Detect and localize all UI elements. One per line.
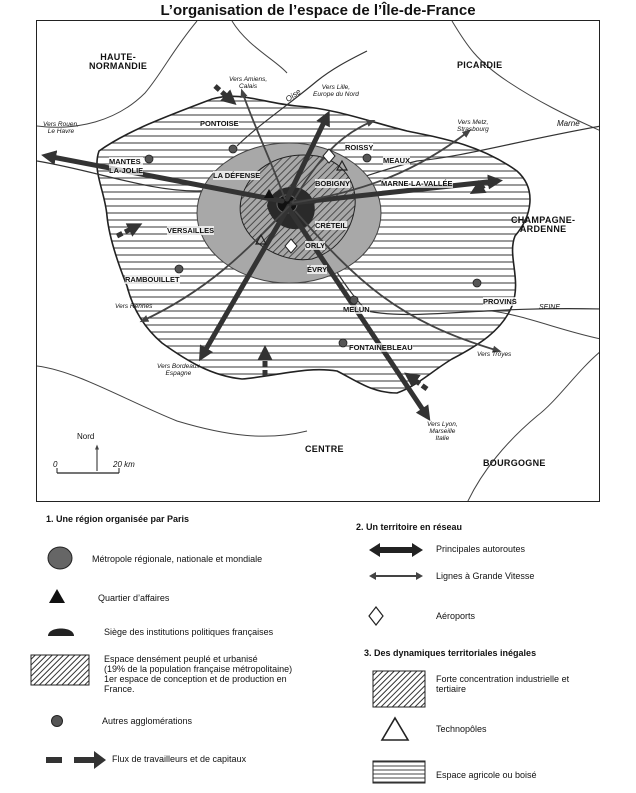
legend-aeroport-icon [368,606,384,626]
city-versailles: VERSAILLES [167,226,215,235]
scale-twenty: 20 km [113,460,135,469]
river-marne-label: Marne [557,119,580,128]
legend-quartier-icon [48,588,66,604]
legend-section-1: 1. Une région organisée par Paris [46,514,190,524]
legend [0,508,636,793]
agglo-pontoise [229,145,237,153]
legend-siege-label: Siège des institutions politiques françaises [104,627,274,637]
city-mantes: MANTES LA-JOLIE [109,157,144,175]
city-pontoise: PONTOISE [200,119,239,128]
agglo-provins [473,279,481,287]
river-seine-label: SEINE [539,304,561,311]
region-centre: CENTRE [305,444,344,454]
legend-lgv-icon [368,570,424,582]
scale-zero: 0 [53,460,58,469]
dest-amiens: Vers Amiens, Calais [229,76,268,90]
legend-siege-icon [46,622,76,638]
legend-autoroutes-icon [368,542,424,558]
legend-agricole-label: Espace agricole ou boisé [436,770,537,780]
region-border [232,21,287,73]
legend-espace-dense-label: Espace densément peuplé et urbanisé (19% de la population française métropolitaine) 1er espace de conception et de production en France. [104,654,293,694]
city-rambouillet: RAMBOUILLET [125,275,180,284]
legend-forte-concentration-icon [372,670,426,708]
legend-flux-icon [44,748,108,772]
region-haute-normandie: HAUTE- NORMANDIE [89,52,148,71]
region-border [452,21,600,131]
region-border [37,21,197,127]
city-marne-la-vallee: MARNE-LA-VALLÉE [381,179,453,188]
agglo-mantes [145,155,153,163]
city-bobigny: BOBIGNY [315,179,351,188]
legend-autres-icon [50,714,64,728]
city-provins: PROVINS [483,297,517,306]
scale-north-label: Nord [77,432,95,441]
dest-rennes: Vers Rennes [115,303,153,310]
dest-troyes: Vers Troyes [477,351,512,358]
agglo-rambouillet [175,265,183,273]
dest-rouen: Vers Rouen, Le Havre [43,121,79,135]
dest-metz: Vers Metz, Strasbourg [457,119,489,133]
map-frame [36,20,600,502]
legend-agricole-icon [372,760,426,784]
legend-espace-dense-icon [30,654,90,686]
legend-flux-label: Flux de travailleurs et de capitaux [112,754,247,764]
legend-forte-concentration-label: Forte concentration industrielle et tertiaire [436,674,570,694]
legend-technopole-icon [380,716,410,742]
city-meaux: MEAUX [383,156,411,165]
agglo-meaux [363,154,371,162]
city-creteil: CRÉTEIL [315,221,348,230]
river-oise-label: Oise [283,87,303,104]
legend-lgv-label: Lignes à Grande Vitesse [436,571,535,581]
legend-autres-label: Autres agglomérations [102,716,193,726]
legend-metropole-icon [46,544,74,572]
region-picardie: PICARDIE [457,60,503,70]
dest-bordeaux: Vers Bordeaux Espagne [157,363,200,377]
dest-lyon: Vers Lyon, Marseille Italie [427,421,458,442]
city-evry: ÉVRY [307,265,328,274]
legend-autoroutes-label: Principales autoroutes [436,544,526,554]
city-roissy: ROISSY [345,143,374,152]
region-bourgogne: BOURGOGNE [483,458,546,468]
agglo-fontainebleau [339,339,347,347]
city-orly: ORLY [305,241,326,250]
city-la-defense: LA DÉFENSE [213,171,261,180]
city-fontainebleau: FONTAINEBLEAU [349,343,413,352]
dest-lille: Vers Lille, Europe du Nord [313,84,359,98]
legend-technopoles-label: Technopôles [436,724,487,734]
agglo-melun [350,296,358,304]
map-title: L’organisation de l’espace de l’Île-de-France [160,2,476,19]
scale-bar [57,446,119,473]
region-champagne-ardenne: CHAMPAGNE- ARDENNE [511,215,576,234]
legend-aeroports-label: Aéroports [436,611,476,621]
city-melun: MELUN [343,305,370,314]
legend-section-2: 2. Un territoire en réseau [356,522,463,532]
region-border [467,351,600,502]
legend-section-3: 3. Des dynamiques territoriales inégales [364,648,537,658]
legend-quartier-label: Quartier d’affaires [98,593,170,603]
legend-metropole-label: Métropole régionale, nationale et mondiale [92,554,263,564]
